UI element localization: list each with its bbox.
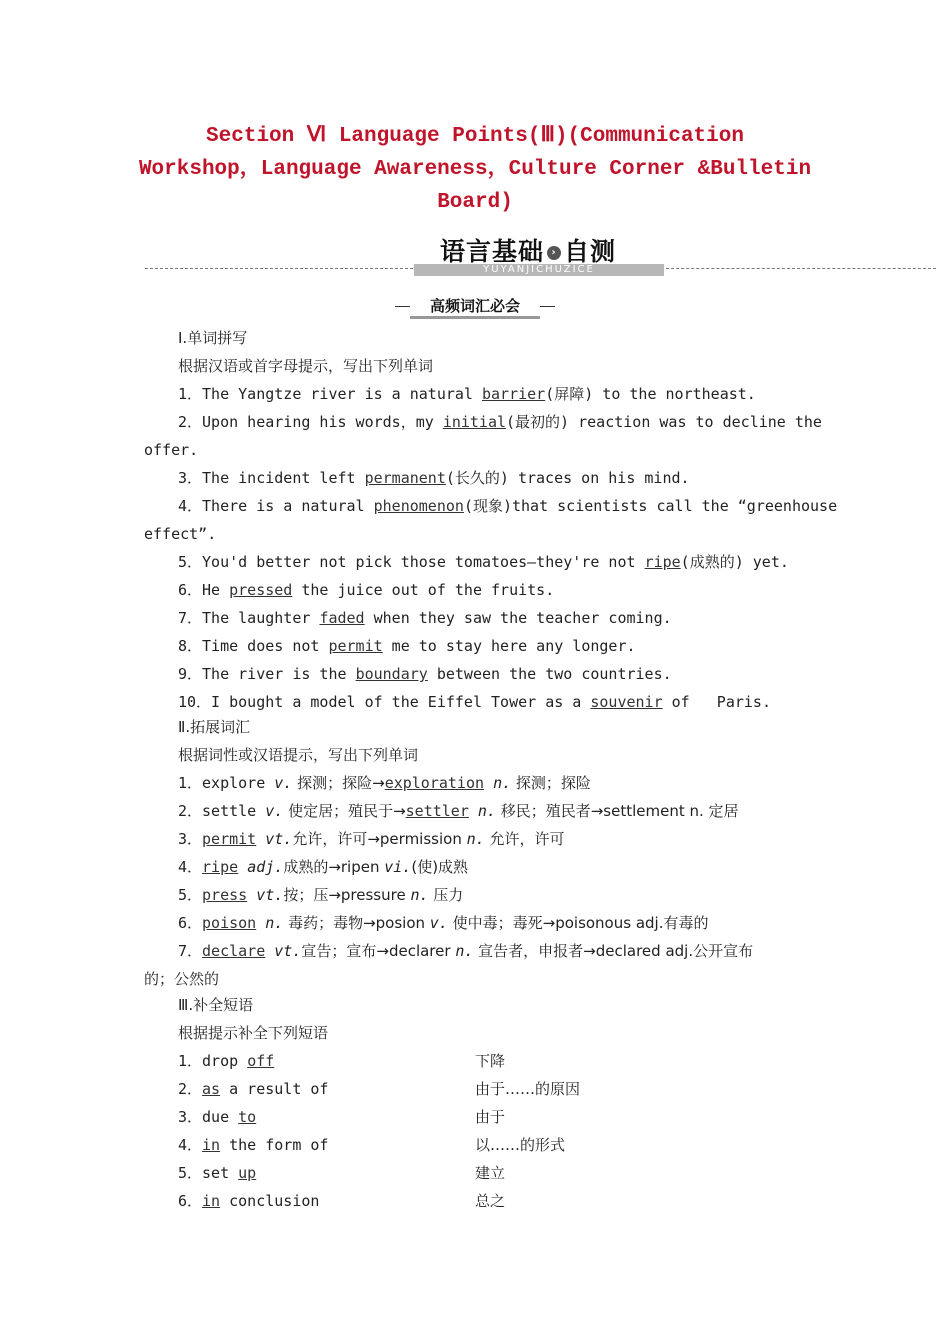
word: explore [202, 774, 266, 792]
part-of-speech: n. [265, 914, 284, 932]
meaning-tail: n. 定居 [689, 802, 739, 820]
spelling-item [178, 636, 636, 656]
meaning: 使中毒；毒死→poisonous [447, 914, 636, 932]
part-of-speech: n. [493, 774, 512, 792]
spelling-item [178, 552, 789, 572]
answer-blank: poison [202, 914, 257, 932]
item-text: (现象)that scientists call the “greenhouse [463, 497, 838, 515]
item-text: 5．You'd better not pick those tomatoes—they're not [178, 553, 645, 571]
answer-blank: in [202, 1192, 221, 1210]
phrase-item [178, 1163, 256, 1183]
part-of-speech: v. [265, 802, 284, 820]
banner-pinyin: YUYANJICHUZICE [483, 264, 595, 275]
vocab-item [178, 885, 463, 905]
item-text: 2．Upon hearing his words，my [178, 413, 443, 431]
answer-blank: settler [405, 802, 469, 820]
phrase-meaning: 下降 [475, 1052, 506, 1070]
section-banner [440, 232, 616, 268]
item-text: me to stay here any longer. [382, 637, 636, 655]
answer-blank: in [202, 1136, 221, 1154]
part-of-speech: vt. [265, 830, 293, 848]
answer-blank: to [238, 1108, 257, 1126]
word: settle [202, 802, 257, 820]
part-of-speech: vt. [274, 942, 302, 960]
meaning-tail: adj.公开宣布 [665, 942, 754, 960]
banner-divider-left [145, 268, 413, 269]
phrase-meaning: 建立 [475, 1164, 506, 1182]
item-number: 3． [178, 1108, 203, 1126]
item-text: 8．Time does not [178, 637, 329, 655]
item-number: 6． [178, 1192, 203, 1210]
phrase-text: due [202, 1108, 239, 1126]
item-number: 6． [178, 914, 203, 932]
answer-blank: barrier [482, 385, 546, 403]
part-of-speech: vt. [256, 886, 284, 904]
part-of-speech: n. [455, 942, 474, 960]
spelling-item [178, 664, 672, 684]
vocab-item [178, 773, 591, 793]
item-text: when they saw the teacher coming. [364, 609, 672, 627]
meaning: 使定居；殖民于→ [283, 802, 406, 820]
answer-blank: souvenir [590, 693, 663, 711]
item-continuation: effect”. [144, 525, 217, 543]
phrase-text: drop [202, 1052, 248, 1070]
phrase-meaning: 以……的形式 [475, 1136, 566, 1154]
part-of-speech: n. [466, 830, 485, 848]
meaning: 按；压→pressure [283, 886, 411, 904]
vocab-item [178, 857, 468, 877]
spelling-item [178, 608, 672, 628]
banner-divider-right [666, 268, 936, 269]
phrase-item [178, 1135, 328, 1155]
item-text: 7．The laughter [178, 609, 320, 627]
part-of-speech: v. [429, 914, 448, 932]
title-line-2: Workshop，Language Awareness，Culture Corner &Bulletin [138, 158, 812, 181]
answer-blank: off [247, 1052, 275, 1070]
title-line-3: Board) [437, 191, 513, 214]
part-of-speech: adj. [247, 858, 284, 876]
meaning-tail: adj.有毒的 [635, 914, 709, 932]
part-of-speech: v. [274, 774, 293, 792]
meaning: 毒药；毒物→posion [283, 914, 430, 932]
meaning: 宣告；宣布→declarer [301, 942, 456, 960]
phrase-item [178, 1051, 274, 1071]
part-of-speech: n. [410, 886, 429, 904]
meaning: 压力 [428, 886, 464, 904]
item-text: 6．He [178, 581, 230, 599]
item-number: 7． [178, 942, 203, 960]
vocab-item [178, 829, 564, 849]
item-text: 10．I bought a model of the Eiffel Tower as a [178, 693, 591, 711]
vocab-item [178, 913, 709, 933]
meaning: 宣告者，申报者→declared [473, 942, 666, 960]
meaning: 允许，许可→permission [292, 830, 467, 848]
answer-blank: ripe [644, 553, 681, 571]
item-continuation: 的；公然的 [144, 970, 220, 988]
spelling-item [178, 496, 837, 516]
spelling-item [178, 580, 554, 600]
answer-blank: permanent [364, 469, 446, 487]
item-number: 2． [178, 1080, 203, 1098]
subheading: 高频词汇必会 [410, 296, 540, 319]
section2-instruction: 根据词性或汉语提示，写出下列单词 [178, 746, 419, 764]
item-continuation: offer. [144, 441, 199, 459]
answer-blank: initial [442, 413, 507, 431]
section1-heading: Ⅰ.单词拼写 [178, 329, 248, 347]
item-text: 4．There is a natural [178, 497, 374, 515]
item-text: the juice out of the fruits. [292, 581, 555, 599]
section1-instruction: 根据汉语或首字母提示，写出下列单词 [178, 357, 434, 375]
phrase-meaning: 总之 [475, 1192, 506, 1210]
meaning: 允许，许可 [484, 830, 565, 848]
vocab-item [178, 801, 739, 821]
meaning: 移民；殖民者→settlement [495, 802, 690, 820]
vocab-item [178, 941, 753, 961]
item-number: 3． [178, 830, 203, 848]
phrase-item [178, 1079, 328, 1099]
spelling-item [178, 412, 822, 432]
phrase-text: a result of [220, 1080, 329, 1098]
item-text: (最初的) reaction was to decline the [506, 413, 822, 431]
item-number: 4． [178, 858, 203, 876]
item-text: 3．The incident left [178, 469, 365, 487]
answer-blank: permit [328, 637, 383, 655]
answer-blank: faded [319, 609, 365, 627]
answer-blank: exploration [384, 774, 485, 792]
phrase-item [178, 1107, 256, 1127]
item-number: 5． [178, 1164, 203, 1182]
title-line-1: Section Ⅵ Language Points(Ⅲ)(Communication [206, 125, 744, 148]
phrase-meaning: 由于 [475, 1108, 506, 1126]
answer-blank: press [202, 886, 248, 904]
item-text: between the two countries. [427, 665, 672, 683]
answer-blank: declare [202, 942, 266, 960]
item-number: 1． [178, 1052, 203, 1070]
section2-heading: Ⅱ.拓展词汇 [178, 718, 251, 736]
answer-blank: phenomenon [373, 497, 464, 515]
document-title [0, 120, 950, 219]
meaning: 探测；探险→ [292, 774, 385, 792]
phrase-text: set [202, 1164, 239, 1182]
answer-blank: ripe [202, 858, 239, 876]
item-number: 4． [178, 1136, 203, 1154]
phrase-item [178, 1191, 319, 1211]
answer-blank: permit [202, 830, 257, 848]
part-of-speech: n. [477, 802, 496, 820]
chevron-right-icon: › [547, 246, 561, 260]
item-number: 2． [178, 802, 203, 820]
part-of-speech: vi. [384, 858, 412, 876]
item-text: (屏障) to the northeast. [545, 385, 756, 403]
phrase-meaning: 由于……的原因 [475, 1080, 581, 1098]
answer-blank: pressed [229, 581, 293, 599]
item-text: 9．The river is the [178, 665, 356, 683]
item-text: (成熟的) yet. [680, 553, 789, 571]
banner-left-text: 语言基础 [440, 237, 545, 266]
item-text: of Paris. [662, 693, 771, 711]
item-text: 1．The Yangtze river is a natural [178, 385, 482, 403]
phrase-text: the form of [220, 1136, 329, 1154]
answer-blank: boundary [355, 665, 428, 683]
item-text: (长久的) traces on his mind. [445, 469, 690, 487]
meaning: (使)成熟 [411, 858, 469, 876]
spelling-item [178, 384, 756, 404]
meaning: 探测；探险 [511, 774, 591, 792]
item-number: 1． [178, 774, 203, 792]
banner-right-text: 自测 [564, 237, 617, 266]
phrase-text: conclusion [220, 1192, 320, 1210]
spelling-item [178, 692, 771, 712]
answer-blank: as [202, 1080, 221, 1098]
answer-blank: up [238, 1164, 257, 1182]
meaning: 成熟的→ripen [283, 858, 385, 876]
section3-heading: Ⅲ.补全短语 [178, 996, 254, 1014]
section3-instruction: 根据提示补全下列短语 [178, 1024, 329, 1042]
spelling-item [178, 468, 690, 488]
item-number: 5． [178, 886, 203, 904]
